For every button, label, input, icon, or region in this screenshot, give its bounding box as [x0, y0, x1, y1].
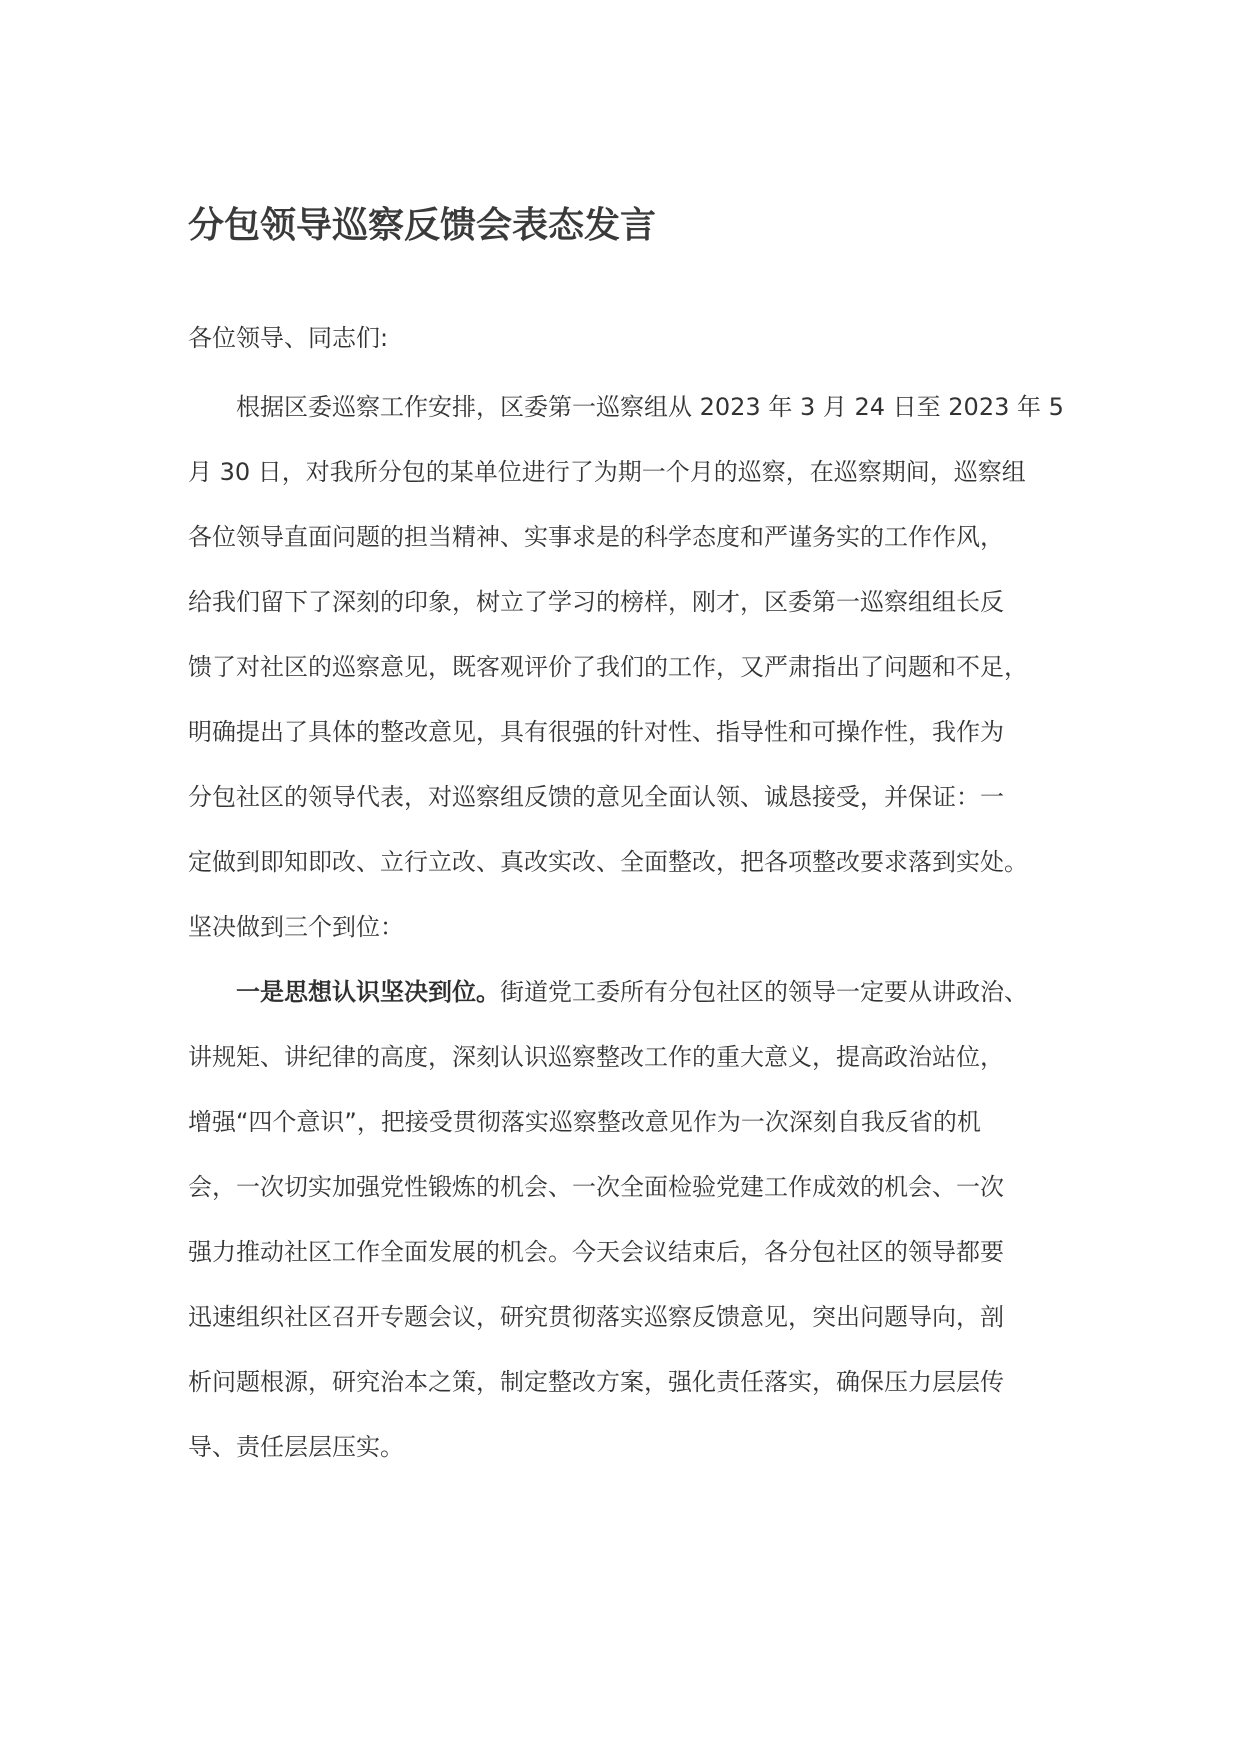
salutation: 各位领导、同志们:: [188, 324, 389, 352]
document-title: 分包领导巡察反馈会表态发言: [188, 205, 657, 246]
paragraph-2-lead-heading: 一是思想认识坚决到位。: [236, 978, 500, 1006]
paragraph-1-line: 月 30 日，对我所分包的某单位进行了为期一个月的巡察，在巡察期间，巡察组: [188, 458, 1026, 486]
paragraph-1-line: 馈了对社区的巡察意见，既客观评价了我们的工作，又严肃指出了问题和不足，: [188, 653, 1028, 681]
paragraph-2: [188, 960, 1058, 1480]
paragraph-1-line: 明确提出了具体的整改意见，具有很强的针对性、指导性和可操作性，我作为: [188, 718, 1004, 746]
paragraph-2-line: 导、责任层层压实。: [188, 1433, 404, 1461]
paragraph-2-line: 会，一次切实加强党性锻炼的机会、一次全面检验党建工作成效的机会、一次: [188, 1173, 1004, 1201]
paragraph-1-line: 根据区委巡察工作安排，区委第一巡察组从 2023 年 3 月 24 日至 2023 年 5: [236, 393, 1064, 421]
paragraph-1-line: 给我们留下了深刻的印象，树立了学习的榜样，刚才，区委第一巡察组组长反: [188, 588, 1004, 616]
document-page: [188, 0, 1064, 1754]
paragraph-1-line: 分包社区的领导代表，对巡察组反馈的意见全面认领、诚恳接受，并保证：一: [188, 783, 1004, 811]
paragraph-1-line: 坚决做到三个到位：: [188, 913, 404, 941]
paragraph-2-line: 强力推动社区工作全面发展的机会。今天会议结束后，各分包社区的领导都要: [188, 1238, 1004, 1266]
paragraph-2-first-line-text: 街道党工委所有分包社区的领导一定要从讲政治、: [500, 978, 1028, 1006]
paragraph-1-line: 各位领导直面问题的担当精神、实事求是的科学态度和严谨务实的工作作风，: [188, 523, 1004, 551]
paragraph-2-first-line: [188, 960, 1058, 1025]
paragraph-2-line: 析问题根源，研究治本之策，制定整改方案，强化责任落实，确保压力层层传: [188, 1368, 1004, 1396]
paragraph-1: [188, 375, 1064, 960]
paragraph-2-line: 讲规矩、讲纪律的高度，深刻认识巡察整改工作的重大意义，提高政治站位，: [188, 1043, 1004, 1071]
paragraph-1-line: 定做到即知即改、立行立改、真改实改、全面整改，把各项整改要求落到实处。: [188, 848, 1028, 876]
paragraph-2-line: 迅速组织社区召开专题会议，研究贯彻落实巡察反馈意见，突出问题导向，剖: [188, 1303, 1004, 1331]
paragraph-2-line: 增强“四个意识”，把接受贯彻落实巡察整改意见作为一次深刻自我反省的机: [188, 1108, 981, 1136]
